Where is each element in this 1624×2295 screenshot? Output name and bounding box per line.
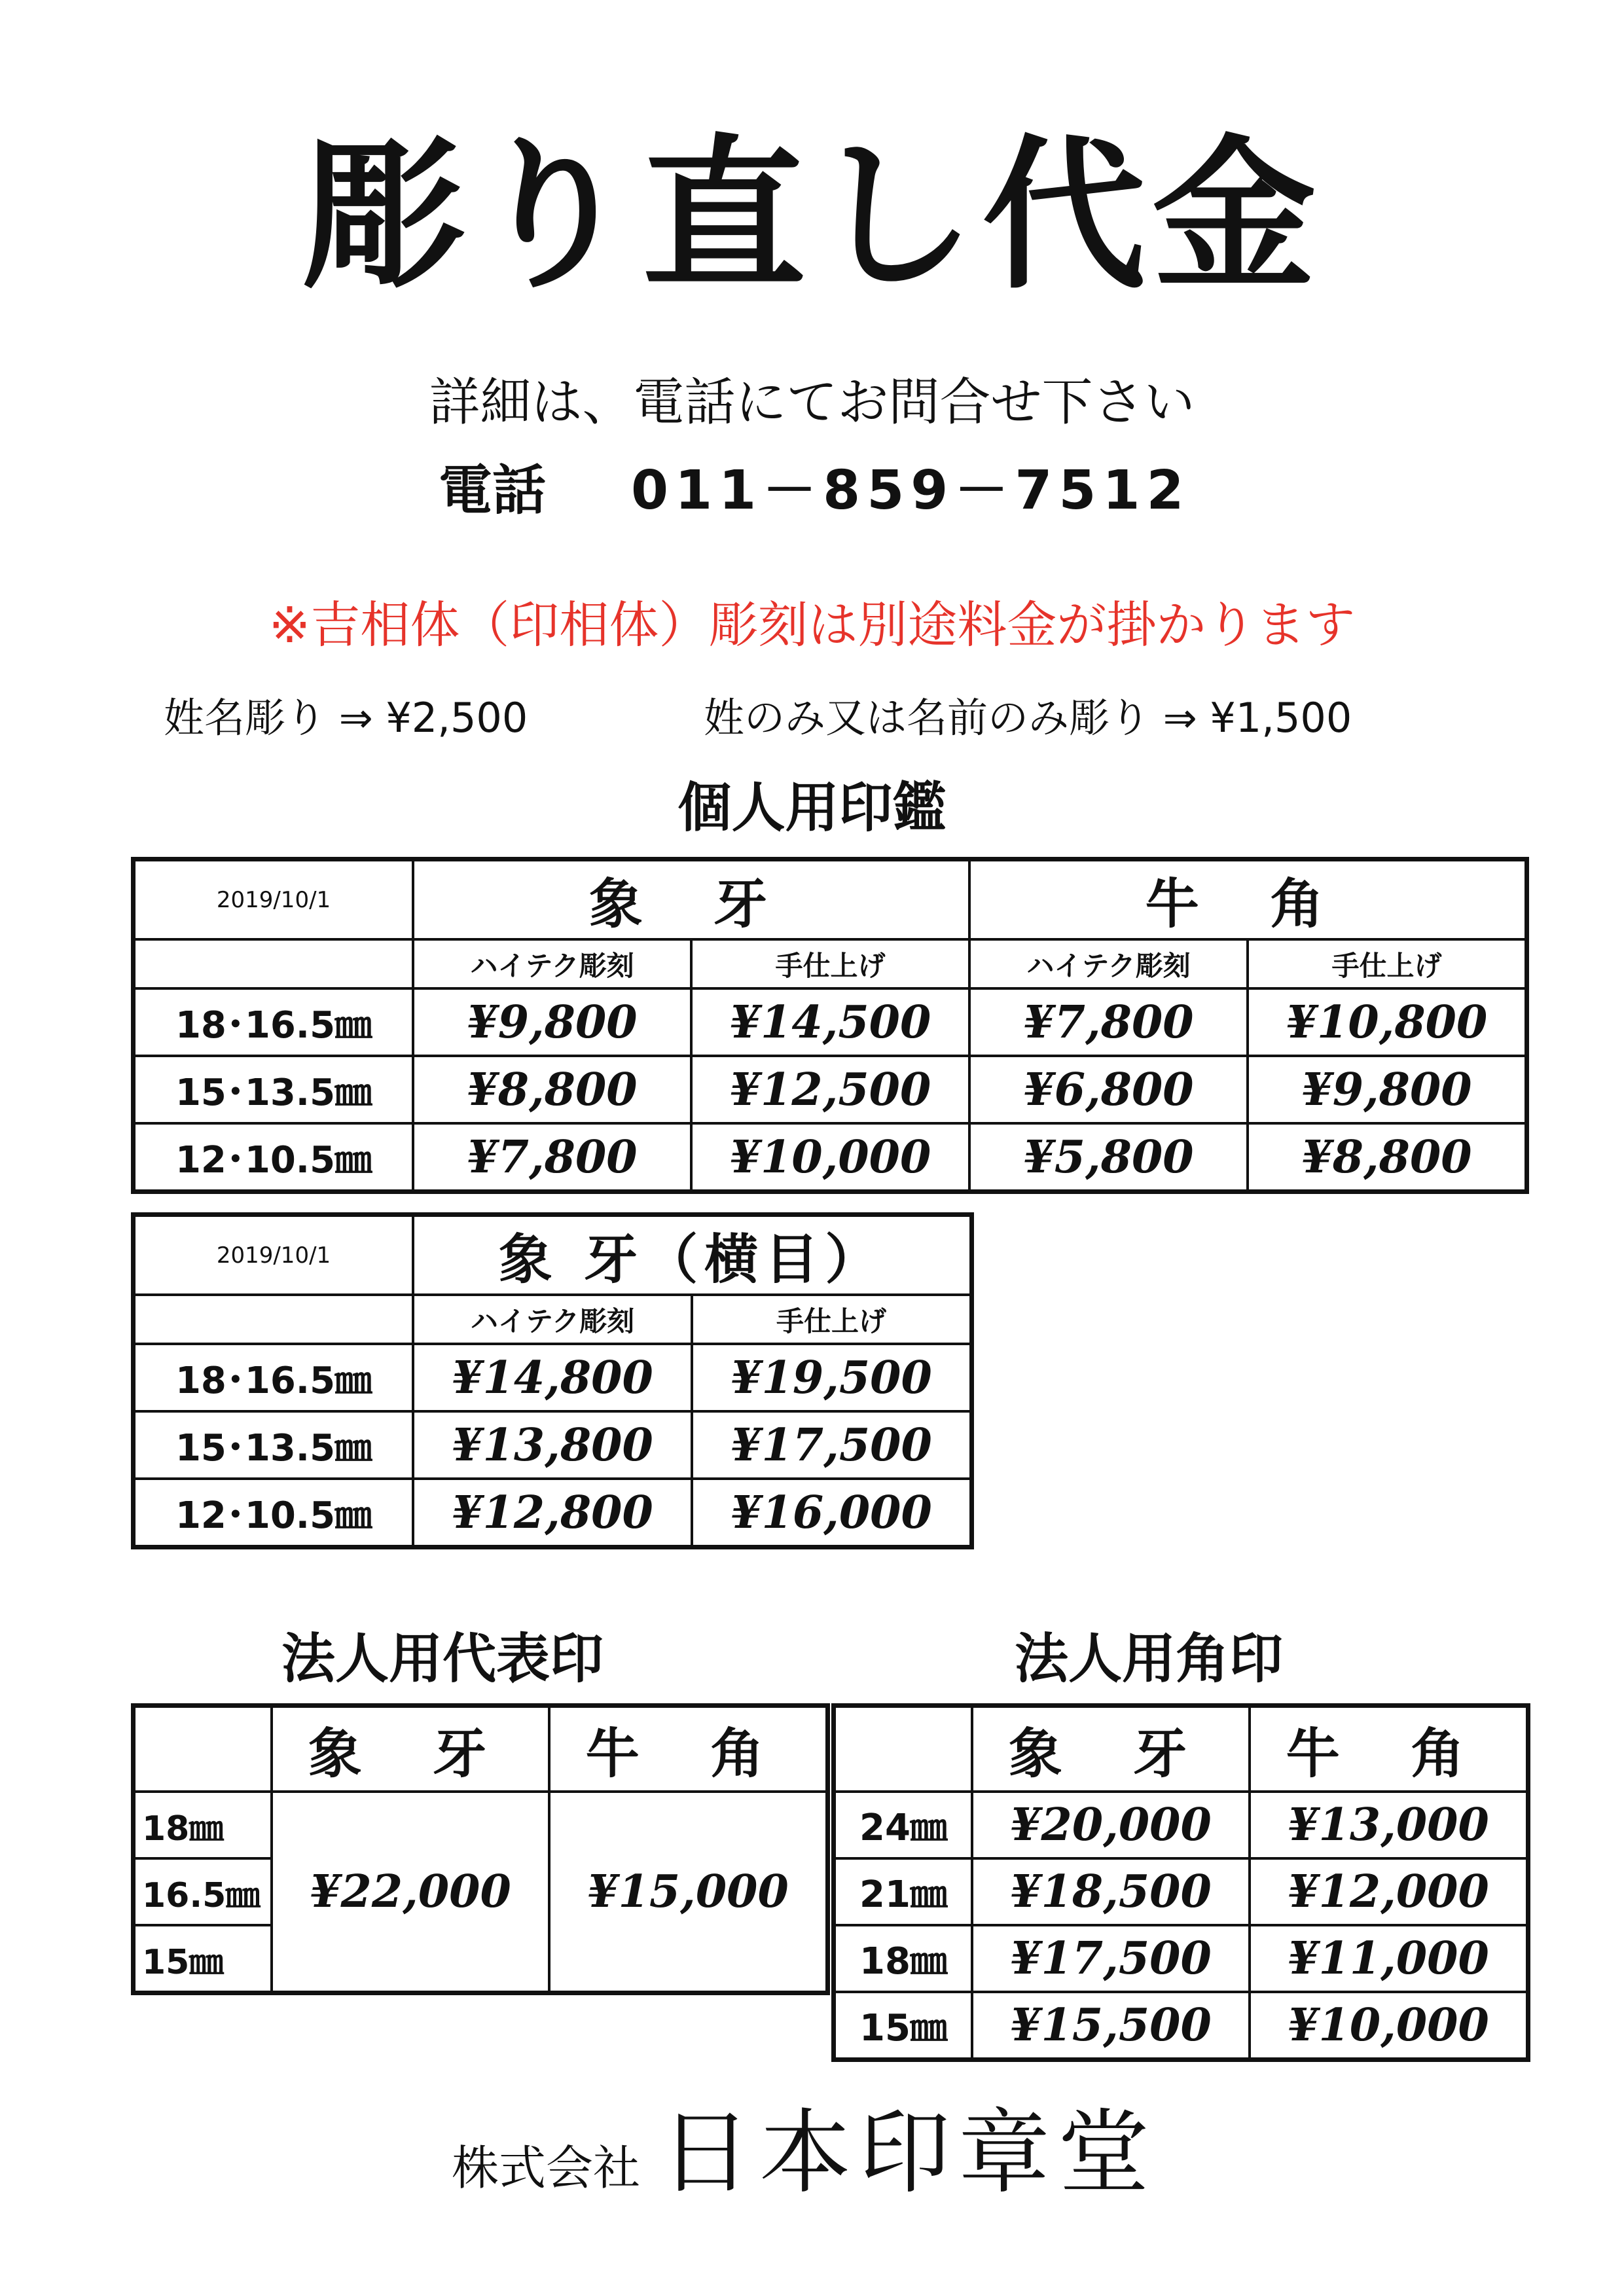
price-cell: ¥18,500 — [972, 1858, 1250, 1925]
ivory-crossgrain-table — [133, 1214, 972, 1547]
corporate-square-table — [833, 1705, 1528, 2060]
size-cell: 18㎜ — [134, 1792, 272, 1858]
price-cell: ¥10,000 — [691, 1123, 969, 1191]
price-cell: ¥12,500 — [691, 1056, 969, 1123]
size-cell: 15･13.5㎜ — [134, 1056, 413, 1123]
size-cell: 15㎜ — [835, 1992, 972, 2059]
company-name: 日本印章堂 — [660, 2100, 1158, 2207]
size-cell: 15･13.5㎜ — [134, 1411, 413, 1479]
price-cell: ¥12,000 — [1250, 1858, 1527, 1925]
material-ivory-header: 象 牙 — [413, 860, 969, 939]
material-horn-header: 牛 角 — [969, 860, 1526, 939]
price-cell: ¥17,500 — [692, 1411, 971, 1479]
special-font-note: ※吉相体（印相体）彫刻は別途料金が掛かります — [268, 596, 1356, 654]
table-row — [835, 1792, 1527, 1858]
size-cell: 16.5㎜ — [134, 1858, 272, 1925]
phone-label: 電話 — [439, 460, 547, 522]
corporate-square-seal-heading: 法人用角印 — [1015, 1628, 1284, 1690]
table-row — [835, 1925, 1527, 1992]
page-title: 彫り直し代金 — [301, 120, 1323, 311]
company-signature — [452, 2100, 1158, 2214]
personal-seal-heading: 個人用印鑑 — [677, 777, 947, 839]
price-cell: ¥16,000 — [692, 1479, 971, 1546]
price-cell: ¥7,800 — [969, 988, 1248, 1056]
empty-cell — [835, 1707, 972, 1792]
phone-number: 011－859－7512 — [631, 460, 1191, 522]
price-cell: ¥10,000 — [1250, 1992, 1527, 2059]
price-cell: ¥14,500 — [691, 988, 969, 1056]
size-cell: 18･16.5㎜ — [134, 988, 413, 1056]
price-cell: ¥22,000 — [272, 1792, 549, 1992]
price-cell: ¥15,000 — [549, 1792, 827, 1992]
material-ivory-header: 象 牙 — [972, 1707, 1250, 1792]
price-cell: ¥20,000 — [972, 1792, 1250, 1858]
table-row — [134, 1123, 1526, 1191]
table-row — [134, 1792, 827, 1858]
contact-notice: 詳細は、電話にてお問合せ下さい — [429, 373, 1195, 432]
method-header: 手仕上げ — [692, 1295, 971, 1344]
size-cell: 12･10.5㎜ — [134, 1123, 413, 1191]
size-cell: 18㎜ — [835, 1925, 972, 1992]
table-row — [134, 1411, 971, 1479]
price-cell: ¥9,800 — [413, 988, 691, 1056]
phone-line — [439, 458, 1191, 524]
price-cell: ¥15,500 — [972, 1992, 1250, 2059]
table-row — [134, 1344, 971, 1411]
table-row — [134, 1056, 1526, 1123]
fee-single-name: 姓のみ又は名前のみ彫り ⇒ ¥1,500 — [704, 694, 1352, 742]
price-cell: ¥6,800 — [969, 1056, 1248, 1123]
table-date: 2019/10/1 — [134, 860, 413, 939]
price-cell: ¥9,800 — [1248, 1056, 1526, 1123]
size-cell: 21㎜ — [835, 1858, 972, 1925]
personal-price-table — [133, 859, 1527, 1192]
material-horn-header: 牛 角 — [549, 1707, 827, 1792]
price-cell: ¥17,500 — [972, 1925, 1250, 1992]
price-cell: ¥19,500 — [692, 1344, 971, 1411]
price-cell: ¥10,800 — [1248, 988, 1526, 1056]
price-cell: ¥14,800 — [413, 1344, 692, 1411]
price-cell: ¥12,800 — [413, 1479, 692, 1546]
corporate-rep-table — [133, 1705, 828, 1993]
method-header: ハイテク彫刻 — [413, 939, 691, 988]
method-header: 手仕上げ — [691, 939, 969, 988]
size-cell: 24㎜ — [835, 1792, 972, 1858]
company-type: 株式会社 — [452, 2141, 641, 2196]
price-cell: ¥13,800 — [413, 1411, 692, 1479]
price-cell: ¥8,800 — [1248, 1123, 1526, 1191]
table-row — [134, 1479, 971, 1546]
method-header: 手仕上げ — [1248, 939, 1526, 988]
corporate-rep-seal-heading: 法人用代表印 — [281, 1628, 604, 1690]
size-cell: 12･10.5㎜ — [134, 1479, 413, 1546]
size-cell: 15㎜ — [134, 1925, 272, 1992]
method-header: ハイテク彫刻 — [969, 939, 1248, 988]
fee-full-name: 姓名彫り ⇒ ¥2,500 — [164, 694, 528, 742]
empty-cell — [134, 1707, 272, 1792]
table-row — [835, 1858, 1527, 1925]
table-row — [835, 1992, 1527, 2059]
price-cell: ¥11,000 — [1250, 1925, 1527, 1992]
empty-cell — [134, 1295, 413, 1344]
price-cell: ¥13,000 — [1250, 1792, 1527, 1858]
price-cell: ¥7,800 — [413, 1123, 691, 1191]
price-cell: ¥8,800 — [413, 1056, 691, 1123]
method-header: ハイテク彫刻 — [413, 1295, 692, 1344]
size-cell: 18･16.5㎜ — [134, 1344, 413, 1411]
table-date: 2019/10/1 — [134, 1216, 413, 1295]
table-row — [134, 988, 1526, 1056]
empty-cell — [134, 939, 413, 988]
material-horn-header: 牛 角 — [1250, 1707, 1527, 1792]
price-cell: ¥5,800 — [969, 1123, 1248, 1191]
material-ivory-crossgrain-header: 象 牙（横目） — [413, 1216, 971, 1295]
material-ivory-header: 象 牙 — [272, 1707, 549, 1792]
